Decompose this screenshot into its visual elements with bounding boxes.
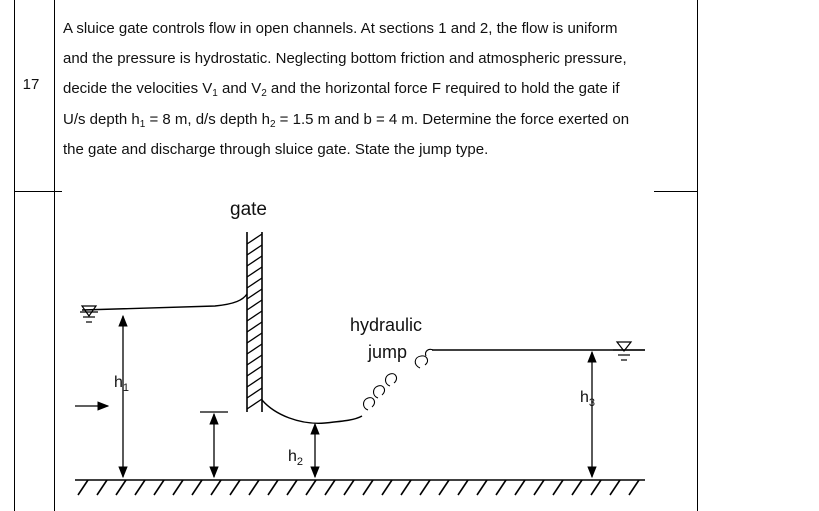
jet-water-surface	[262, 400, 362, 423]
question-number: 17	[22, 76, 40, 93]
h1-label: $h_1$	[114, 374, 130, 394]
sluice-gate	[247, 232, 262, 412]
question-line-2: and the pressure is hydrostatic. Neglecting bottom friction and atmospheric pressure,	[63, 50, 627, 68]
gate-label: gate	[230, 199, 267, 220]
jump-label-line-1: hydraulic	[350, 315, 423, 335]
question-line-5: the gate and discharge through sluice gate. State the jump type.	[63, 140, 489, 158]
upstream-water-surface	[82, 294, 247, 310]
h2-label: $h_2$	[288, 448, 304, 468]
question-line-4: U/s depth $h_1 = 8$ m, d/s depth $h_2 = 1.5$ m and b = 4 m. Determine the force exerted on	[63, 110, 630, 130]
channel-bed	[75, 480, 645, 495]
question-line-1: A sluice gate controls flow in open channels. At sections 1 and 2, the flow is uniform	[63, 20, 618, 37]
question-line-3: decide the velocities $V_1$ and $V_2$ and the horizontal force F required to hold the gate if	[63, 80, 620, 100]
jump-label-line-2: jump	[368, 342, 408, 362]
upstream-water-level-symbol	[80, 306, 98, 322]
downstream-water-level-symbol	[613, 342, 645, 360]
h3-label: $h_3$	[580, 389, 596, 409]
